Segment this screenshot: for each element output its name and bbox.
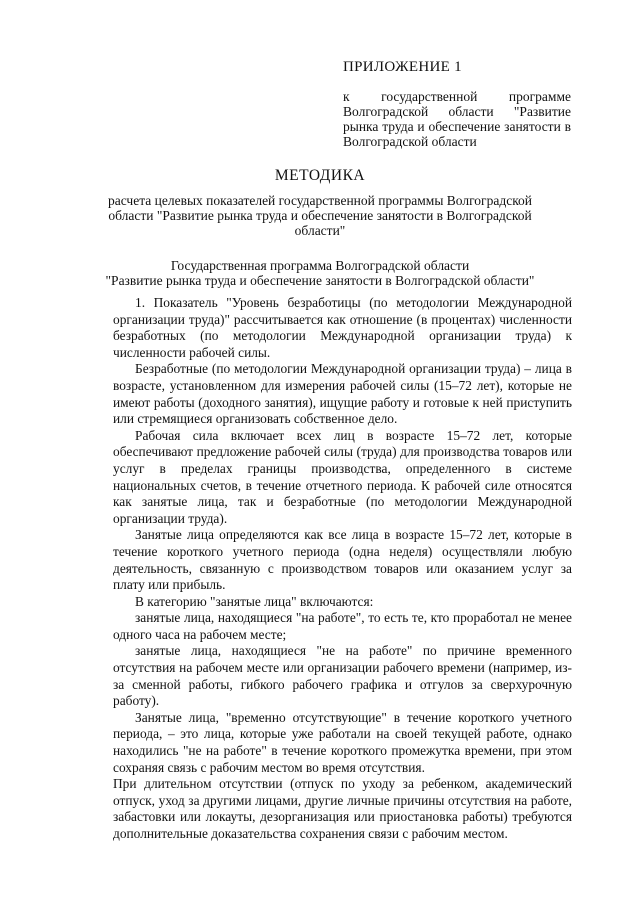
annex-text: к государственной программе Волгоградской области "Развитие рынка труда и обеспечение занятости в Волгоградской области (343, 89, 571, 149)
program-heading-line1: Государственная программа Волгоградской области (170, 258, 470, 273)
document-title: МЕТОДИКА (274, 167, 366, 184)
annex-title: ПРИЛОЖЕНИЕ 1 (343, 59, 462, 75)
paragraph-unemployed-definition: Безработные (по методологии Международной организации труда) – лица в возрасте, установленном для измерения рабочей силы (15–72 лет), которые не имеют работы (доходного занятия), ищущие работу и готовые к ней приступить или стремящиеся организовать собственное дело. (113, 361, 572, 427)
program-heading-line2: "Развитие рынка труда и обеспечение занятости в Волгоградской области" (105, 273, 535, 288)
paragraph-indicator-definition: 1. Показатель "Уровень безработицы (по методологии Международной организации труда)" рассчитывается как отношение (в процентах) численности безработных (по методологии Международной организации труда) к численности рабочей силы. (113, 295, 572, 360)
annex-block (343, 60, 571, 149)
paragraph-long-absence: При длительном отсутствии (отпуск по уходу за ребенком, академический отпуск, уход за другими лицами, другие личные причины отсутствия на работе, забастовки или локауты, дезорганизация или приостановка работы) требуются дополнительные доказательства сохранения связи с рабочим местом. (113, 776, 572, 841)
body-text (113, 295, 572, 843)
paragraph-employed-not-at-work: занятые лица, находящиеся "не на работе" по причине временного отсутствия на рабочем месте или организации рабочего времени (например, из-за сменной работы, гибкого рабочего графика и отгулов за сверхурочную работу). (113, 643, 572, 709)
paragraph-employed-at-work: занятые лица, находящиеся "на работе", то есть те, кто проработал не менее одного часа на рабочем месте; (113, 610, 572, 642)
paragraph-employed-definition: Занятые лица определяются как все лица в возрасте 15–72 лет, которые в течение короткого учетного периода (одна неделя) осуществляли любую деятельность, связанную с производством товаров или оказанием услуг за плату или прибыль. (113, 527, 572, 593)
program-heading (60, 258, 580, 288)
paragraph-temporarily-absent: Занятые лица, "временно отсутствующие" в течение короткого учетного периода, – это лица, которые уже работали на своей текущей работе, однако находились "не на работе" в течение короткого промежутка времени, при этом сохраняя связь с рабочим местом во время отсутствия. (113, 709, 572, 775)
paragraph-employed-categories: В категорию "занятые лица" включаются: (135, 593, 374, 609)
paragraph-labor-force-definition: Рабочая сила включает всех лиц в возрасте 15–72 лет, которые обеспечивают предложение рабочей силы (труда) для производства товаров или услуг в пределах границы производства, определенного в системе национальных счетов, в течение отчетного периода. К рабочей силе относятся как занятые лица, так и безработные (по методологии Международной организации труда). (113, 427, 572, 526)
document-subtitle: расчета целевых показателей государственной программы Волгоградской области "Развитие рынка труда и обеспечение занятости в Волгоградской области" (107, 193, 533, 238)
